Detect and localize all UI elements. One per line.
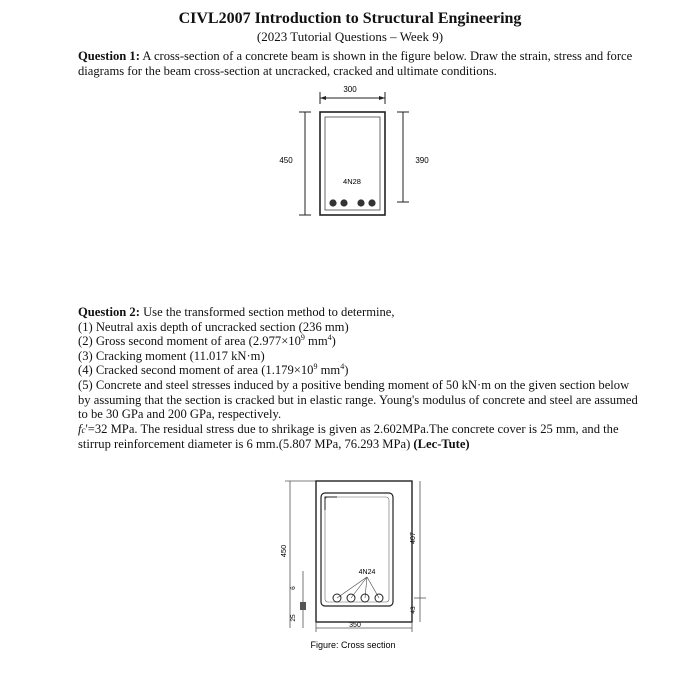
fc-symbol: f (78, 421, 82, 436)
figure-caption: Figure: Cross section (310, 640, 396, 650)
item-2-exponent: 9 (300, 333, 305, 342)
depth-label: 407 (410, 532, 417, 544)
rebar (329, 199, 336, 206)
question-2 (78, 305, 638, 452)
item-4-unit: mm (317, 363, 341, 378)
question-2-item-3: (3) Cracking moment (11.017 kN·m) (78, 348, 265, 363)
stirrup-outline (325, 117, 380, 210)
question-2-item-1: (1) Neutral axis depth of uncracked section (236 mm) (78, 319, 349, 334)
stirrup-outline (321, 493, 393, 606)
width-label: 300 (343, 85, 357, 94)
question-2-label: Question 2: (78, 305, 140, 319)
question-2-item-5: (5) Concrete and steel stresses induced by a positive bending moment of 50 kN·m on the given section below by assuming that the section is cracked but in elastic range. Young's modulus of concrete and steel are assumed to be 30 GPa and 200 GPa, respectively. (78, 377, 638, 422)
rebar (340, 199, 347, 206)
item-2-unit-exponent: 4 (327, 333, 332, 342)
page-subtitle: (2023 Tutorial Questions – Week 9) (256, 29, 444, 44)
rebar (357, 199, 364, 206)
question-2-item-2 (78, 334, 638, 349)
cover-marker (300, 602, 306, 610)
question-2-intro-text: Use the transformed section method to determine, (139, 305, 395, 319)
lec-tute-tag: (Lec-Tute) (413, 437, 470, 452)
question-1-label: Question 1: (78, 49, 140, 63)
item-2-text: (2) Gross second moment of area (2.977×10 (78, 334, 301, 349)
bars-label: 4N28 (343, 177, 361, 186)
rebar (368, 199, 375, 206)
item-2-close: ) (331, 334, 336, 349)
beam-section-figure-1 (270, 82, 440, 224)
depth-label: 390 (415, 156, 429, 165)
height-label: 450 (279, 156, 293, 165)
fc-subscript: c (81, 424, 86, 435)
bottom-label: 43 (410, 606, 417, 614)
item-4-close: ) (344, 363, 349, 378)
arrow-right-icon (379, 96, 385, 100)
question-2-material-data (78, 422, 638, 452)
beam-section-figure-2 (275, 476, 435, 656)
stirrup-hook (325, 497, 337, 510)
question-1-text: A cross-section of a concrete beam is shown in the figure below. Draw the strain, stress and force diagrams for the beam cross-section at uncracked, cracked and ultimate conditions. (78, 49, 633, 78)
stirrup-inner (325, 497, 389, 602)
question-2-item-4 (78, 363, 638, 378)
item-4-exponent: 9 (313, 362, 318, 372)
question-1 (78, 49, 638, 78)
cover-label: 25 (290, 614, 297, 622)
item-4-unit-exponent: 4 (340, 362, 345, 372)
question-2-intro (78, 305, 638, 320)
width-label: 350 (349, 622, 361, 629)
beam-outline (316, 481, 412, 622)
material-data-text: '=32 MPa. The residual stress due to shrikage is given as 2.602MPa.The concrete cover is 25 mm, and the stirrup reinforcement diameter is 6 mm.(5.807 MPa, 76.293 MPa) (78, 421, 619, 452)
bars-label: 4N24 (358, 569, 376, 576)
stirrup-label: 6 (290, 586, 297, 590)
beam-outline (320, 112, 385, 215)
item-4-text: (4) Cracked second moment of area (1.179×10 (78, 363, 314, 378)
height-label: 450 (279, 544, 288, 558)
page-title: CIVL2007 Introduction to Structural Engineering (178, 10, 522, 27)
arrow-left-icon (320, 96, 326, 100)
item-2-unit: mm (304, 334, 328, 349)
